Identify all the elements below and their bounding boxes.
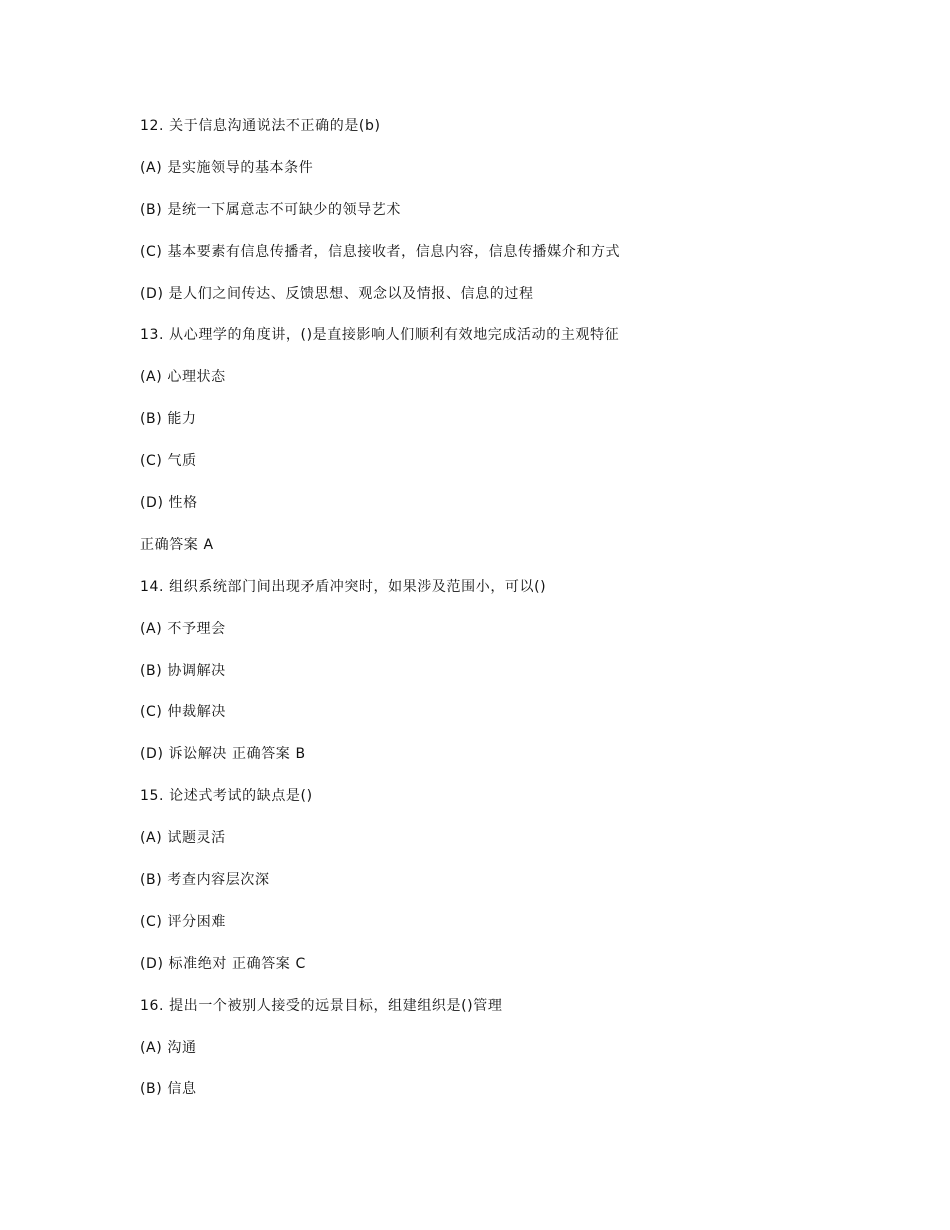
question-13-answer: 正确答案 A [140, 536, 214, 553]
question-14-option-c: (C) 仲裁解决 [140, 704, 226, 721]
question-15-option-c: (C) 评分困难 [140, 913, 226, 930]
question-16-option-a: (A) 沟通 [140, 1039, 197, 1056]
question-13-option-a: (A) 心理状态 [140, 369, 226, 386]
question-14-option-d-answer: (D) 诉讼解决 正确答案 B [140, 746, 306, 763]
question-13-option-b: (B) 能力 [140, 411, 197, 428]
document-body [140, 114, 840, 1119]
question-15-option-b: (B) 考查内容层次深 [140, 872, 270, 889]
question-15-stem: 15. 论述式考试的缺点是() [140, 788, 313, 805]
question-16-stem: 16. 提出一个被别人接受的远景目标，组建组织是()管理 [140, 997, 503, 1014]
question-12-option-b: (B) 是统一下属意志不可缺少的领导艺术 [140, 201, 401, 218]
question-12-stem: 12. 关于信息沟通说法不正确的是(b) [140, 118, 381, 134]
question-12-option-c: (C) 基本要素有信息传播者，信息接收者，信息内容，信息传播媒介和方式 [140, 243, 621, 260]
question-14-option-a: (A) 不予理会 [140, 620, 226, 637]
question-13-option-c: (C) 气质 [140, 453, 197, 470]
question-14-option-b: (B) 协调解决 [140, 662, 226, 679]
question-14-stem: 14. 组织系统部门间出现矛盾冲突时，如果涉及范围小，可以() [140, 578, 547, 595]
question-16-option-b: (B) 信息 [140, 1081, 197, 1098]
question-13-option-d: (D) 性格 [140, 495, 198, 512]
question-15-option-a: (A) 试题灵活 [140, 830, 226, 847]
question-12-option-d: (D) 是人们之间传达、反馈思想、观念以及情报、信息的过程 [140, 285, 534, 302]
question-13-stem: 13. 从心理学的角度讲，()是直接影响人们顺利有效地完成活动的主观特征 [140, 327, 620, 344]
question-15-option-d-answer: (D) 标准绝对 正确答案 C [140, 955, 306, 972]
question-12-option-a: (A) 是实施领导的基本条件 [140, 159, 314, 176]
